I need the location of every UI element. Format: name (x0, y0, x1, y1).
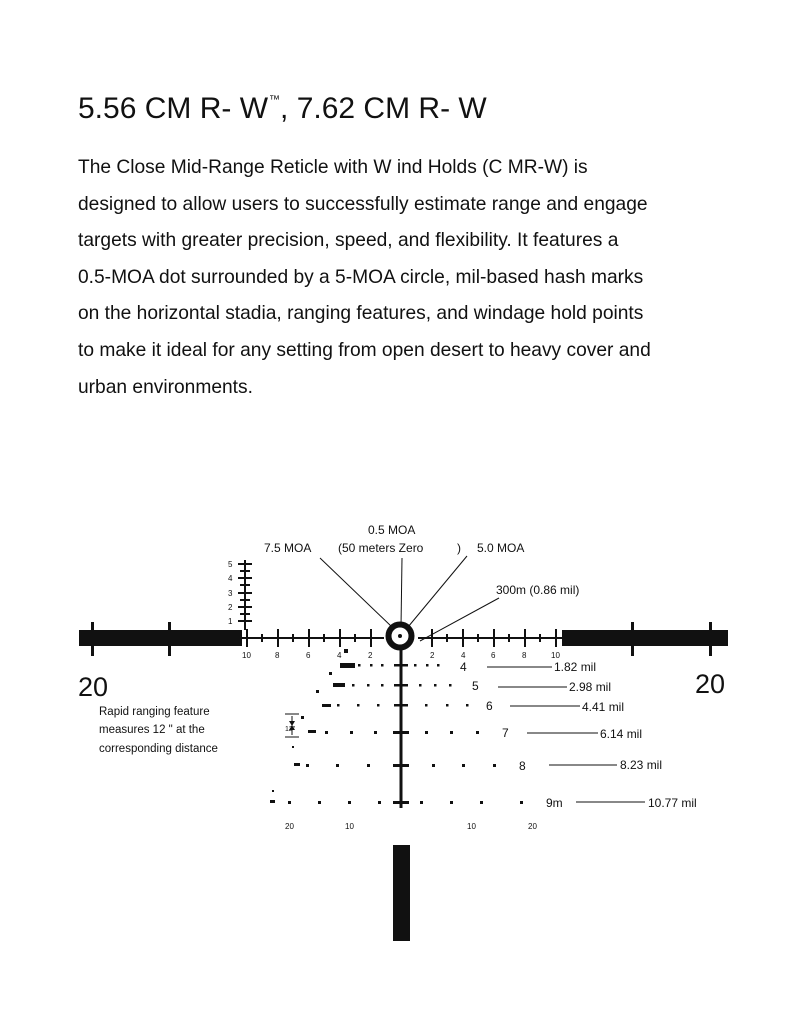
stadia-label: 8 (275, 651, 280, 660)
stadia-label: 8 (522, 651, 527, 660)
center-dot-callout-paren: ) (457, 541, 461, 555)
stadia-label: 6 (491, 651, 496, 660)
range-label: 9m (546, 796, 563, 810)
center-dot (398, 634, 402, 638)
mil-value: 6.14 mil (600, 727, 643, 741)
mil-value: 8.23 mil (620, 758, 663, 772)
center-dot-callout: 0.5 MOA (368, 523, 416, 537)
range-row-4 (358, 664, 440, 667)
mil-value: 2.98 mil (569, 680, 612, 694)
description-line: urban environments. (78, 376, 253, 398)
vertical-scale-label: 3 (228, 589, 233, 598)
stadia-label: 2 (430, 651, 435, 660)
stadia-label: 2 (368, 651, 373, 660)
description-line: to make it ideal for any setting from open desert to heavy cover and (78, 339, 651, 361)
description-line: The Close Mid-Range Reticle with W ind Holds (C MR-W) is (78, 157, 588, 178)
left-post-label: 20 (78, 672, 109, 702)
title-part-2: , 7.62 CM R- W (280, 92, 487, 125)
post-tick (709, 622, 712, 656)
stadia-label: 6 (306, 651, 311, 660)
right-post-label: 20 (695, 669, 726, 699)
post-tick (168, 622, 171, 656)
range-row-5 (352, 684, 452, 687)
right-thick-post (562, 630, 728, 646)
post-tick (91, 622, 94, 656)
vertical-scale-label: 4 (228, 574, 233, 583)
range-row-9 (288, 801, 523, 804)
windage-label: 10 (345, 822, 354, 831)
ranging-note-line: Rapid ranging feature (99, 706, 210, 718)
windage-label: 20 (528, 822, 537, 831)
trademark-symbol: ™ (269, 94, 281, 106)
ranging-bars (270, 649, 355, 803)
title-part-1: 5.56 CM R- W (78, 92, 269, 125)
stadia-label: 4 (337, 651, 342, 660)
windage-label: 10 (467, 822, 476, 831)
range-label: 4 (460, 660, 467, 674)
stadia-label: 10 (242, 651, 251, 660)
post-tick (631, 622, 634, 656)
range-label: 6 (486, 699, 493, 713)
ranging-size-label: 12" (285, 726, 296, 733)
range-label: 8 (519, 759, 526, 773)
stadia-label: 4 (461, 651, 466, 660)
center-dot-callout-zero: (50 meters Zero (338, 541, 424, 555)
vertical-scale-label: 1 (228, 617, 233, 626)
range-label: 7 (502, 726, 509, 740)
range-row-7 (325, 731, 479, 734)
inner-circle-callout: 5.0 MOA (477, 541, 525, 555)
mil-value: 10.77 mil (648, 796, 697, 810)
description-line: targets with greater precision, speed, and flexibility. It features a (78, 230, 619, 252)
description-line: on the horizontal stadia, ranging features, and windage hold points (78, 303, 644, 325)
vertical-scale-label: 5 (228, 560, 233, 569)
range-row-8 (306, 764, 496, 767)
range-label: 5 (472, 679, 479, 693)
description-line: designed to allow users to successfully estimate range and engage (78, 193, 648, 215)
ranging-note-line: measures 12 " at the (99, 724, 205, 736)
stadia-label: 10 (551, 651, 560, 660)
description-line: 0.5-MOA dot surrounded by a 5-MOA circle, mil-based hash marks (78, 266, 644, 288)
range-row-6 (337, 704, 469, 707)
outer-ring-callout: 7.5 MOA (264, 541, 312, 555)
left-thick-post (79, 630, 242, 646)
mil-value: 4.41 mil (582, 700, 625, 714)
ranging-note-line: corresponding distance (99, 743, 218, 755)
bottom-thick-post (393, 845, 410, 941)
windage-label: 20 (285, 822, 294, 831)
vertical-scale-label: 2 (228, 603, 233, 612)
mil-value: 1.82 mil (554, 660, 597, 674)
bdc-callout: 300m (0.86 mil) (496, 583, 580, 597)
